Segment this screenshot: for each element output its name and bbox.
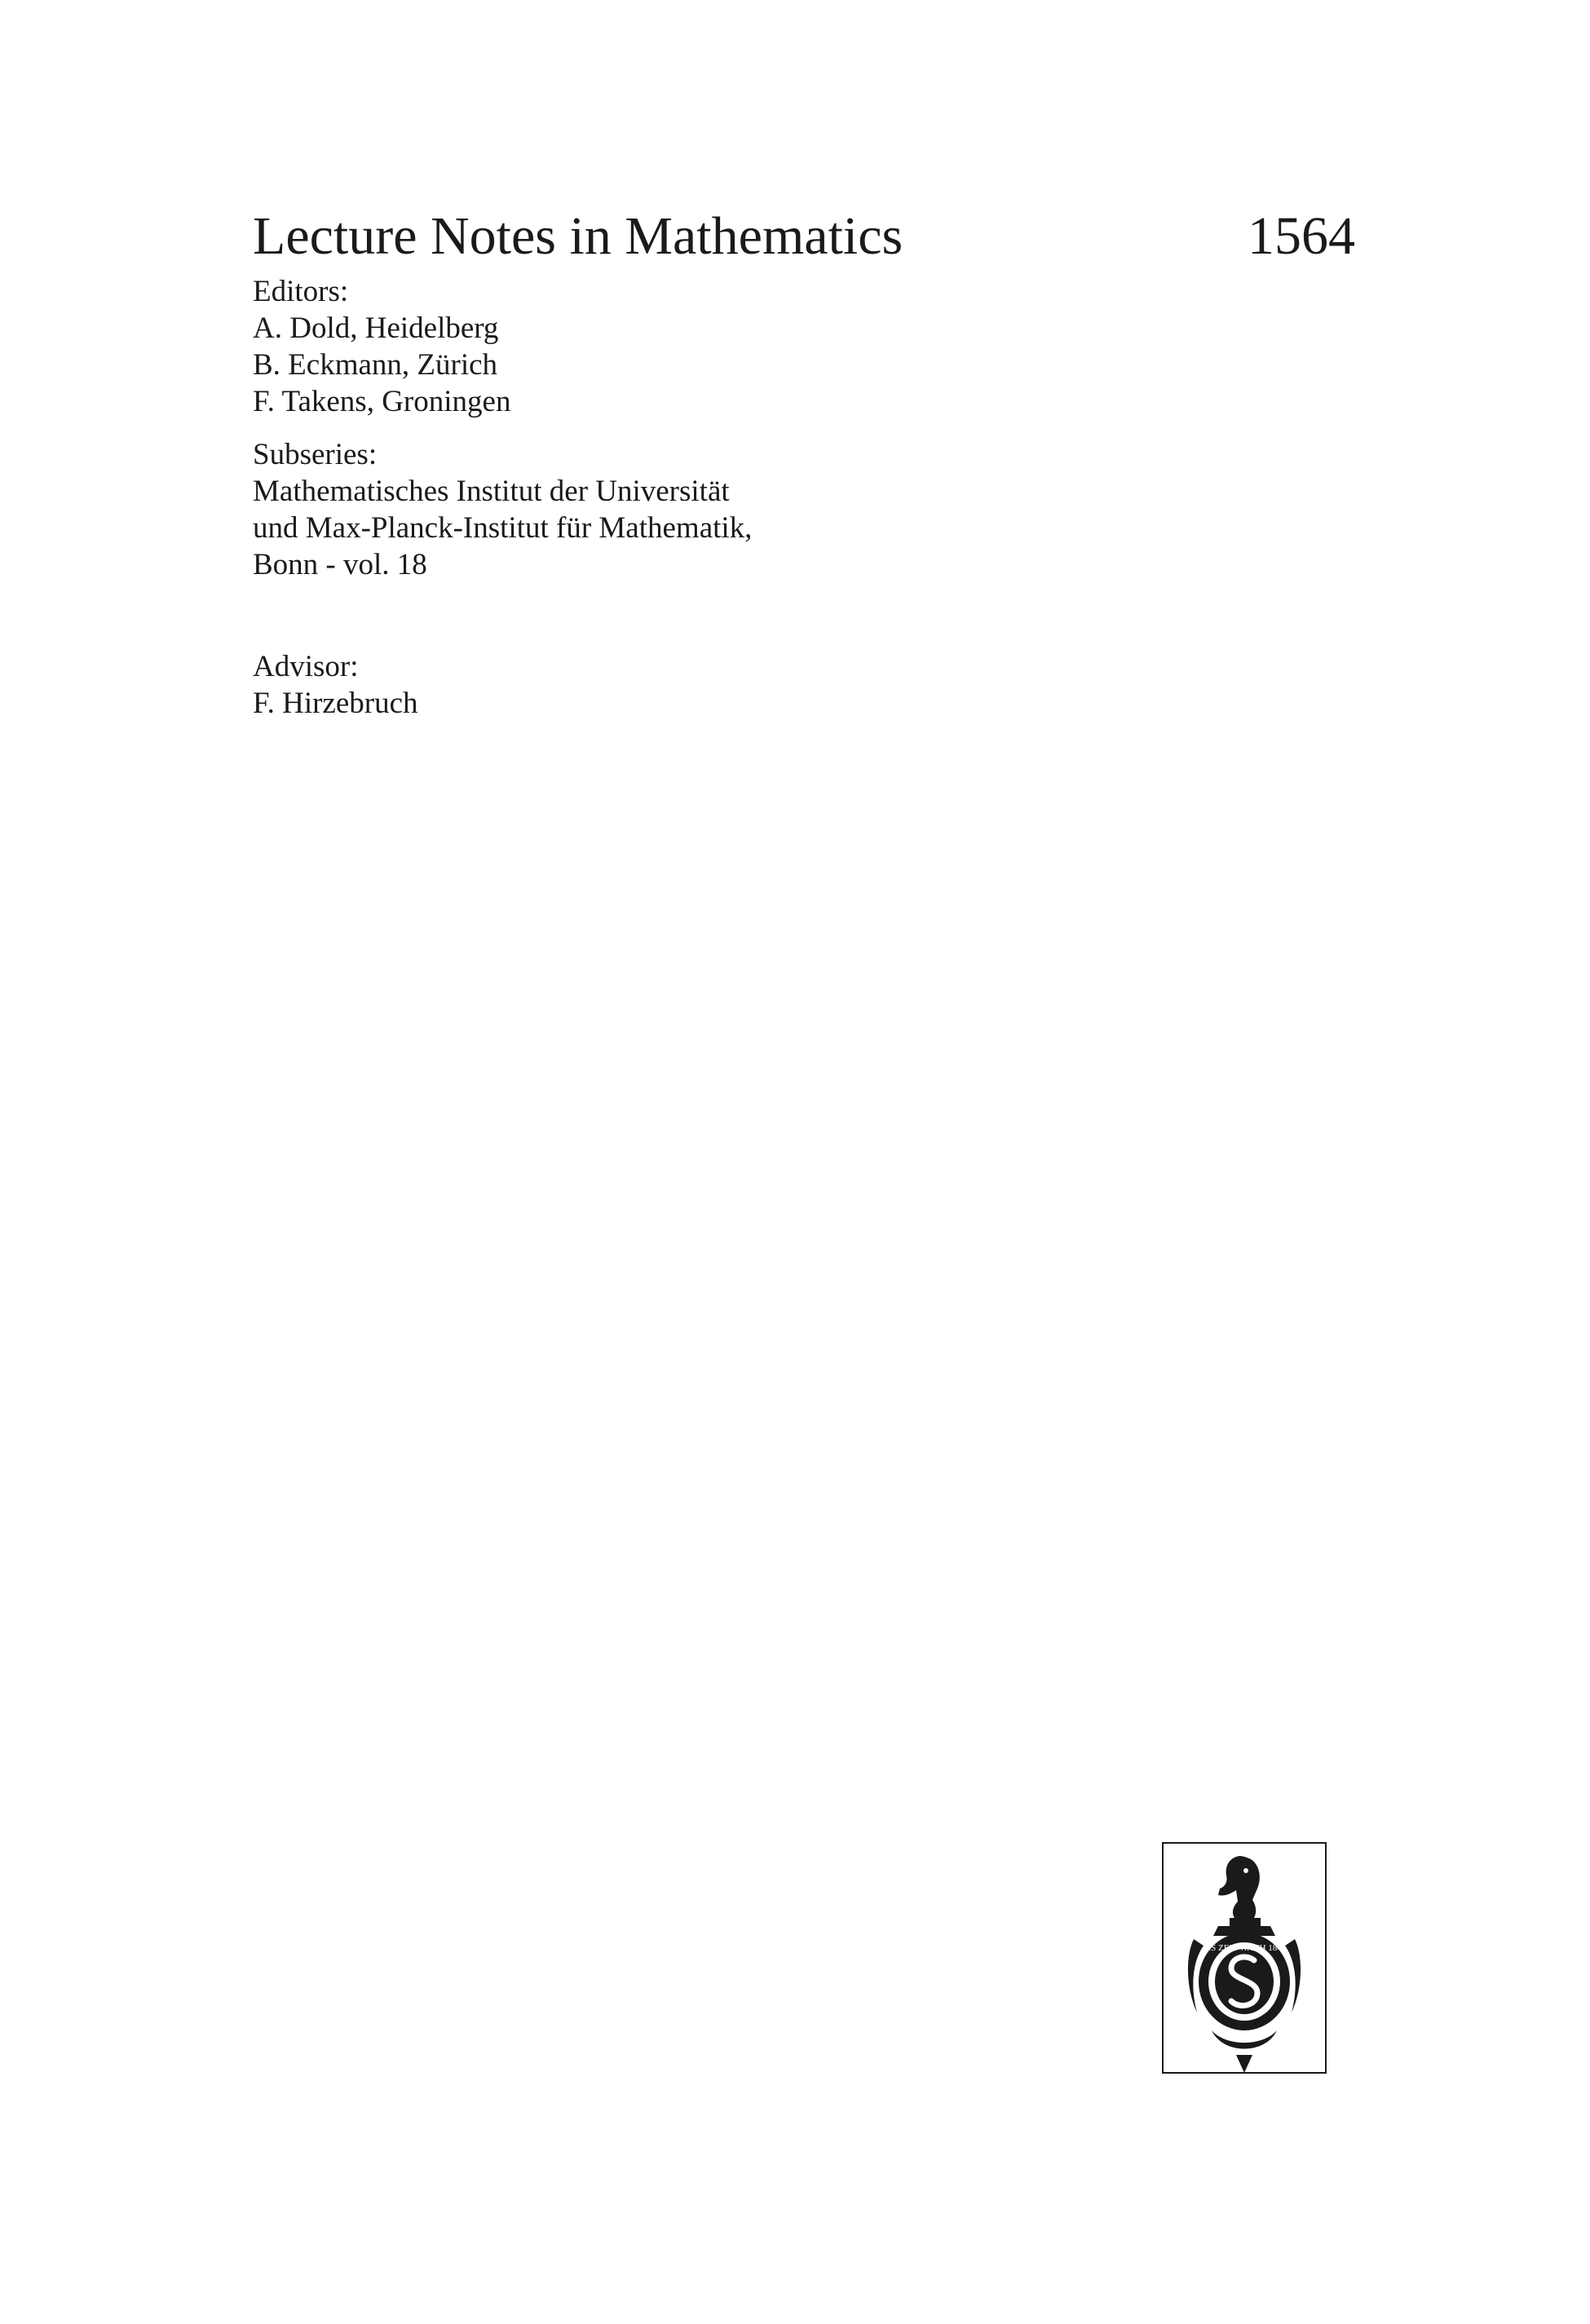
editors-heading: Editors: — [253, 275, 349, 308]
editor-name: F. Takens, Groningen — [253, 385, 511, 418]
editor-name: B. Eckmann, Zürich — [253, 348, 498, 382]
advisor-block — [253, 648, 418, 722]
volume-number: 1564 — [1248, 206, 1355, 266]
editors-block — [253, 273, 510, 420]
advisor-heading: Advisor: — [253, 650, 359, 683]
subseries-line: Mathematisches Institut der Universität — [253, 475, 730, 508]
subseries-block — [253, 436, 752, 583]
series-title: Lecture Notes in Mathematics — [253, 206, 903, 266]
publisher-logo — [1161, 1841, 1327, 2079]
editor-name: A. Dold, Heidelberg — [253, 311, 499, 345]
subseries-line: Bonn - vol. 18 — [253, 548, 427, 581]
subseries-line: und Max-Planck-Institut für Mathematik, — [253, 511, 753, 545]
knight-seal-icon — [1161, 1841, 1327, 2079]
subseries-heading: Subseries: — [253, 438, 378, 471]
advisor-name: F. Hirzebruch — [253, 687, 418, 720]
logo-inscription: LIS ZEIT WACH 1842 — [1202, 1943, 1287, 1953]
